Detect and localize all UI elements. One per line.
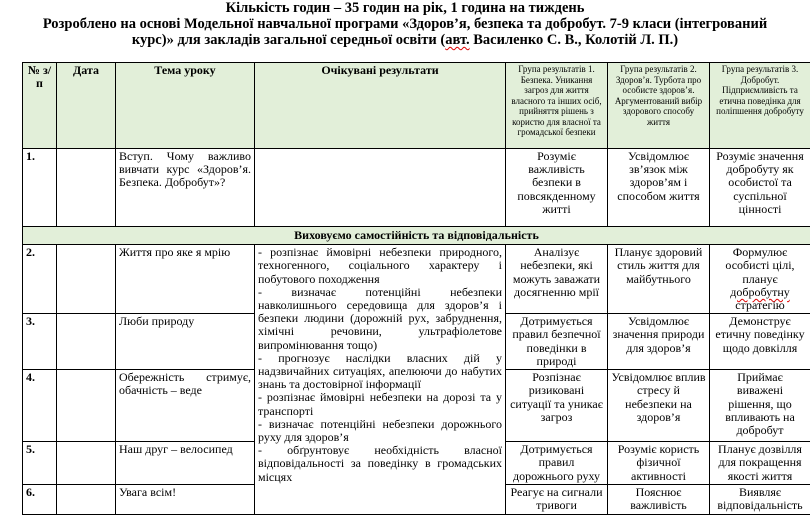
row-date [57, 149, 116, 227]
row-group-3: Розуміє значення добробуту як особистої та суспільної цінності [710, 149, 810, 227]
col-expected-results: Очікувані результати [255, 63, 506, 149]
col-group-3: Група результатів 3. Добробут. Підприємливість та етична поведінка для поліпшення добробуту [710, 63, 810, 149]
row-results [255, 149, 506, 227]
row-topic: Вступ. Чому важливо вивчати курс «Здоров’я. Безпека. Добробут»? [116, 149, 255, 227]
row-topic: Життя про яке я мрію [116, 245, 255, 314]
row-number: 2. [23, 245, 57, 314]
row-number: 5. [23, 442, 57, 485]
row-group-3: Приймає виважені рішення, що впливають на добробут [710, 370, 810, 442]
row-number: 4. [23, 370, 57, 442]
row-group-1: Аналізує небезпеки, які можуть заважати досягненню мрії [506, 245, 608, 314]
col-date: Дата [57, 63, 116, 149]
row-group-3: Формулює особисті цілі, планує добробутну стратегію [710, 245, 810, 314]
col-topic: Тема уроку [116, 63, 255, 149]
row-number: 1. [23, 149, 57, 227]
row-date [57, 314, 116, 370]
col-group-2: Група результатів 2. Здоров’я. Турбота про особисте здоров’я. Аргументований вибір здорового способу життя [608, 63, 710, 149]
col-number: № з/п [23, 63, 57, 149]
expected-results-cell: - розпізнає ймовірні небезпеки природного, техногенного, соціального характеру і побутового походження - визначає потенційні небезпеки навколишнього середовища для здоров’я і безпеки людини (дорожній рух, забруднення, хімічні речовини, ультрафіолетове випромінювання тощо) - прогнозує наслідки власних дій у надзвичайних ситуаціях, апелюючи до набутих знань та достовірної інформації - розпізнає ймовірні небезпеки на дорозі та у транспорті - визначає потенційні небезпеки дорожнього руху для здоров’я - обґрунтовує необхідність власної відповідальності за поведінку в громадських місцях [255, 245, 506, 515]
row-number: 3. [23, 314, 57, 370]
spellcheck-word: авт. [445, 32, 469, 48]
row-group-1: Дотримується правил дорожнього руху [506, 442, 608, 485]
spellcheck-word: добробутну [730, 285, 790, 299]
col-group-1: Група результатів 1. Безпека. Уникання загроз для життя власного та інших осіб, прийняття рішень з користю для власної та громадської безпеки [506, 63, 608, 149]
authors-line: курс)» для закладів загальної середньої освіти (авт. Василенко С. В., Колотій Л. П.) [0, 32, 810, 48]
row-group-1: Дотримується правил безпечної поведінки в природі [506, 314, 608, 370]
row-topic: Обережність стримує, обачність – веде [116, 370, 255, 442]
row-group-3: Демонструє етичну поведінку щодо довкілля [710, 314, 810, 370]
document-header [0, 0, 810, 48]
row-topic: Люби природу [116, 314, 255, 370]
row-group-1: Реагує на сигнали тривоги [506, 484, 608, 514]
hours-line: Кількість годин – 35 годин на рік, 1 година на тиждень [0, 0, 810, 16]
row-topic: Наш друг – велосипед [116, 442, 255, 485]
row-group-3: Планує дозвілля для покращення якості життя [710, 442, 810, 485]
row-date [57, 484, 116, 514]
row-group-2: Усвідомлює зв’язок між здоров’ям і способом життя [608, 149, 710, 227]
row-group-2: Планує здоровий стиль життя для майбутнього [608, 245, 710, 314]
row-group-2: Розуміє користь фізичної активності [608, 442, 710, 485]
row-group-2: Усвідомлює значення природи для здоров’я [608, 314, 710, 370]
curriculum-table [22, 62, 810, 515]
program-line: Розроблено на основі Модельної навчальної програми «Здоров’я, безпека та добробут. 7-9 класи (інтегрований [0, 16, 810, 32]
row-group-1: Розпізнає ризиковані ситуації та уникає загроз [506, 370, 608, 442]
row-group-3: Виявляє відповідальність [710, 484, 810, 514]
table-row [23, 149, 810, 227]
table-row [23, 245, 810, 314]
row-topic: Увага всім! [116, 484, 255, 514]
row-group-1: Розуміє важливість безпеки в повсякденному житті [506, 149, 608, 227]
row-group-2: Пояснює важливість [608, 484, 710, 514]
row-number: 6. [23, 484, 57, 514]
row-date [57, 442, 116, 485]
header-row [23, 63, 810, 149]
section-row [23, 227, 810, 245]
row-date [57, 370, 116, 442]
row-date [57, 245, 116, 314]
section-title: Виховуємо самостійність та відповідальність [23, 227, 810, 245]
row-group-2: Усвідомлює вплив стресу й небезпеки на здоров’я [608, 370, 710, 442]
